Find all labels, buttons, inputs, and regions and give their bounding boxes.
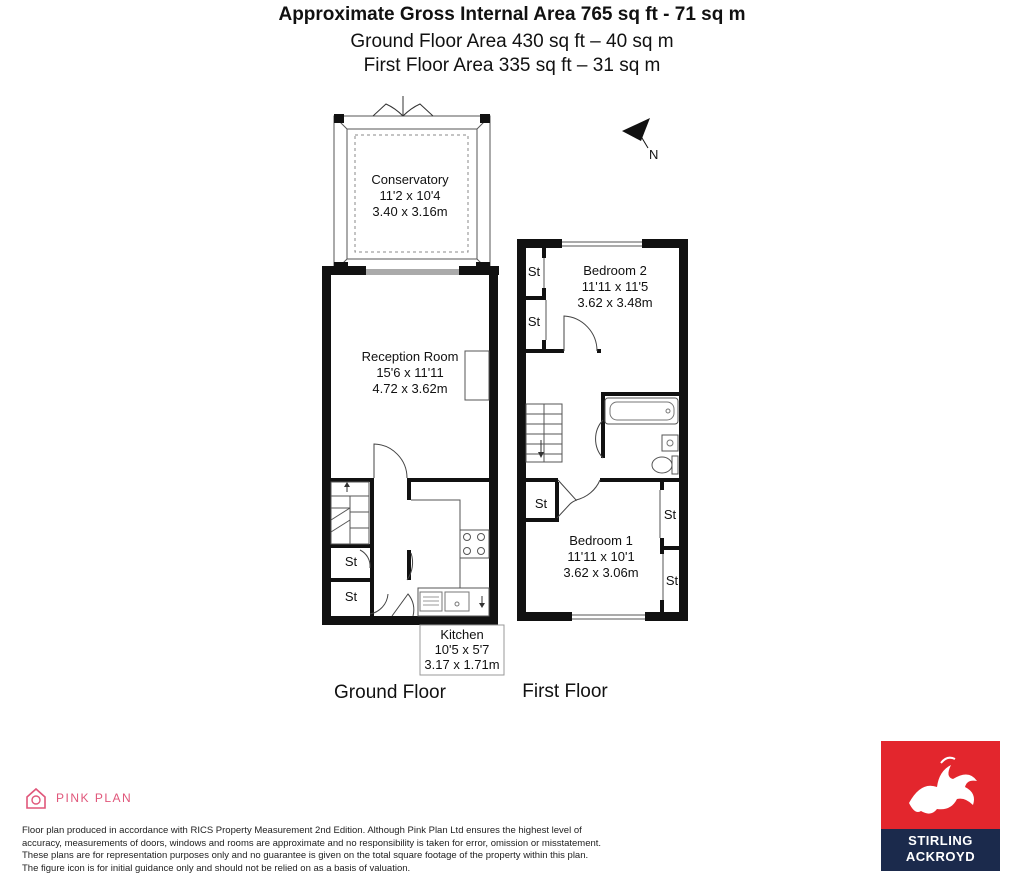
reception-imperial: 15'6 x 11'11 [376,365,444,380]
first-floor-area: First Floor Area 335 sq ft – 31 sq m [363,55,661,76]
conservatory-metric: 3.40 x 3.16m [372,204,448,219]
conservatory-imperial: 11'2 x 10'4 [379,188,441,203]
first-floor-plan [517,239,688,702]
griffin-icon [881,741,1000,829]
reception-metric: 4.72 x 3.62m [372,381,448,396]
store-label: St [665,573,679,588]
bedroom1-name: Bedroom 1 [569,533,633,548]
bedroom1-metric: 3.62 x 3.06m [563,565,639,580]
store-label: St [344,589,358,604]
conservatory-name: Conservatory [371,172,449,187]
brand-line-2: ACKROYD [905,849,976,864]
disclaimer-text: Floor plan produced in accordance with RICS Property Measurement 2nd Edition. Although Pink Plan Ltd ensures the highest level of accuracy, measurements of doors, windows and rooms are approximate and no responsibility is taken for error, omission or misstatement. These plans are for representation purposes only and no guarantee is given on the total square footage of the property within this plan. The figure icon is for initial guidance only and should not be relied on as a basis of valuation. [22,825,602,874]
bedroom2-metric: 3.62 x 3.48m [577,295,653,310]
store-label: St [527,264,541,279]
brand-line-1: STIRLING [908,833,973,848]
bedroom1-imperial: 11'11 x 10'1 [567,549,635,564]
ground-floor-area: Ground Floor Area 430 sq ft – 40 sq m [350,31,674,52]
pink-plan-logo [24,786,132,810]
ground-floor-walls [322,266,499,625]
gross-area-title: Approximate Gross Internal Area 765 sq ft - 71 sq m [278,4,746,25]
kitchen-imperial: 10'5 x 5'7 [434,642,490,657]
store-label: St [344,554,358,569]
kitchen-metric: 3.17 x 1.71m [424,657,500,672]
north-compass-icon [622,118,658,162]
chimney-breast [465,351,489,400]
bedroom2-name: Bedroom 2 [583,263,647,278]
compass-label: N [649,147,659,162]
first-floor-label: First Floor [522,681,608,702]
first-stairs-icon [526,404,562,462]
bedroom1-door-icon [558,480,600,500]
store-label: St [527,314,541,329]
reception-name: Reception Room [361,349,459,364]
ground-stairs-icon [331,482,369,544]
front-door-icon [392,594,414,616]
house-icon [24,786,48,810]
ground-floor-label: Ground Floor [334,682,446,703]
stirling-ackroyd-logo [881,741,1000,871]
reception-door-icon [374,444,407,478]
bathroom-fittings [605,398,678,474]
store-door-icon [360,550,370,568]
kitchen-fittings [411,500,489,616]
brand-red-panel [881,741,1000,829]
store-door-icon [557,500,577,518]
store-label: St [534,496,548,511]
kitchen-name: Kitchen [440,627,484,642]
store-label: St [663,507,677,522]
pink-plan-text: PINK PLAN [56,791,133,805]
brand-name [881,833,1000,865]
ground-floor-plan [322,96,504,703]
bedroom2-door-icon [564,316,597,351]
bedroom2-imperial: 11'11 x 11'5 [581,279,649,294]
